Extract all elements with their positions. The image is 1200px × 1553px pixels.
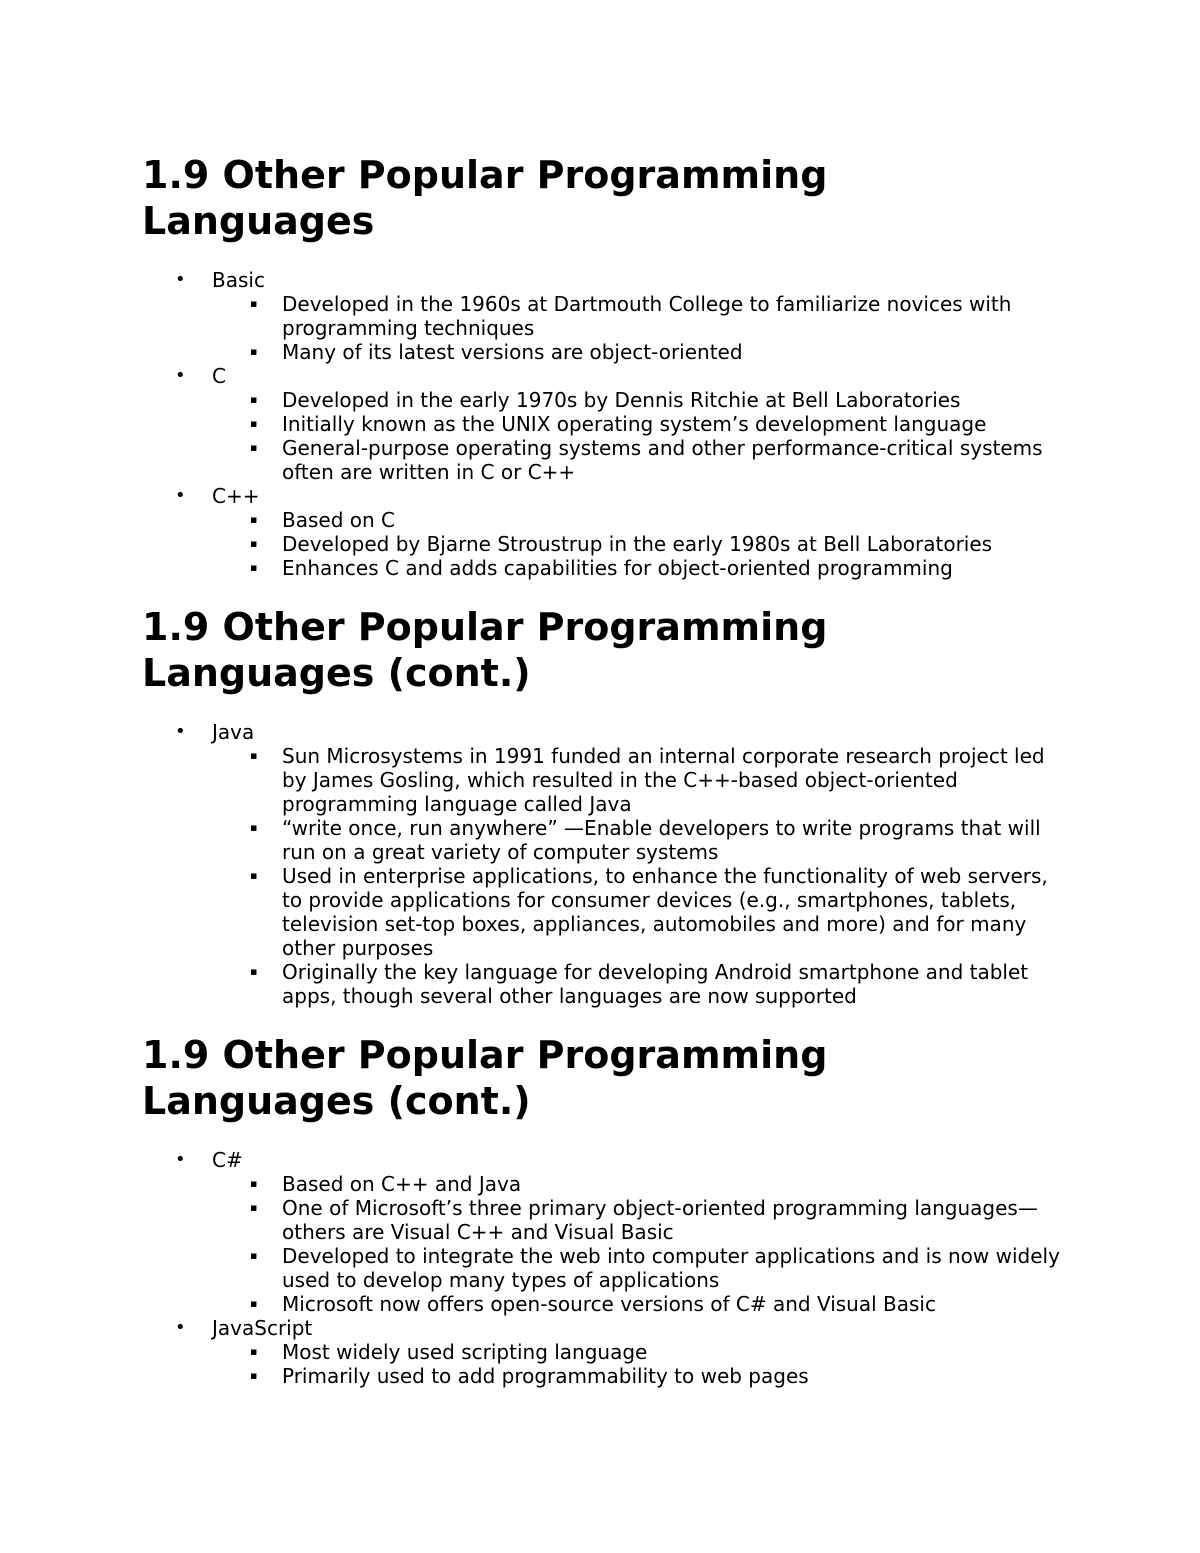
bullet-icon: • bbox=[175, 269, 186, 290]
bullet-icon: • bbox=[175, 365, 186, 386]
detail-item bbox=[212, 340, 1072, 364]
detail-item bbox=[212, 960, 1072, 1008]
detail-text: “write once, run anywhere” —Enable developers to write programs that will run on a great variety of computer systems bbox=[282, 816, 1041, 864]
square-bullet-icon: ▪ bbox=[250, 1345, 258, 1358]
bullet-icon: • bbox=[175, 485, 186, 506]
list-item-cpp bbox=[142, 484, 1072, 580]
square-bullet-icon: ▪ bbox=[250, 1177, 258, 1190]
detail-item bbox=[212, 388, 1072, 412]
square-bullet-icon: ▪ bbox=[250, 1249, 258, 1262]
detail-text: Developed in the 1960s at Dartmouth College to familiarize novices with programming techniques bbox=[282, 292, 1012, 340]
section-basic-c-cpp bbox=[142, 152, 1072, 580]
square-bullet-icon: ▪ bbox=[250, 749, 258, 762]
square-bullet-icon: ▪ bbox=[250, 513, 258, 526]
detail-item bbox=[212, 864, 1072, 960]
square-bullet-icon: ▪ bbox=[250, 869, 258, 882]
square-bullet-icon: ▪ bbox=[250, 393, 258, 406]
detail-text: Developed by Bjarne Stroustrup in the early 1980s at Bell Laboratories bbox=[282, 532, 993, 556]
section-java bbox=[142, 604, 1072, 1008]
square-bullet-icon: ▪ bbox=[250, 441, 258, 454]
detail-item bbox=[212, 744, 1072, 816]
square-bullet-icon: ▪ bbox=[250, 821, 258, 834]
language-label: C# bbox=[212, 1148, 243, 1172]
detail-item bbox=[212, 1244, 1072, 1292]
language-label: Java bbox=[212, 720, 255, 744]
detail-text: Used in enterprise applications, to enhance the functionality of web servers, to provide applications for consumer devices (e.g., smartphones, tablets, television set-top boxes, appliances, automobiles and more) and for many other purposes bbox=[282, 864, 1048, 960]
square-bullet-icon: ▪ bbox=[250, 345, 258, 358]
detail-list bbox=[212, 1340, 1072, 1388]
square-bullet-icon: ▪ bbox=[250, 561, 258, 574]
language-list bbox=[142, 268, 1072, 580]
detail-item bbox=[212, 816, 1072, 864]
document-page bbox=[142, 152, 1072, 1388]
detail-text: Primarily used to add programmability to web pages bbox=[282, 1364, 809, 1388]
detail-item bbox=[212, 532, 1072, 556]
section-csharp-javascript bbox=[142, 1032, 1072, 1388]
detail-text: Sun Microsystems in 1991 funded an internal corporate research project led by James Gosling, which resulted in the C++-based object-oriented programming language called Java bbox=[282, 744, 1045, 816]
list-item-java bbox=[142, 720, 1072, 1008]
language-label: JavaScript bbox=[212, 1316, 313, 1340]
detail-item bbox=[212, 1292, 1072, 1316]
bullet-icon: • bbox=[175, 1317, 186, 1338]
detail-item bbox=[212, 436, 1072, 484]
detail-text: Many of its latest versions are object-oriented bbox=[282, 340, 743, 364]
detail-text: Based on C bbox=[282, 508, 395, 532]
language-list bbox=[142, 720, 1072, 1008]
detail-item bbox=[212, 292, 1072, 340]
bullet-icon: • bbox=[175, 1149, 186, 1170]
detail-item bbox=[212, 556, 1072, 580]
detail-list bbox=[212, 292, 1072, 364]
detail-text: Originally the key language for developing Android smartphone and tablet apps, though several other languages are now supported bbox=[282, 960, 1029, 1008]
detail-text: Most widely used scripting language bbox=[282, 1340, 648, 1364]
language-label: C++ bbox=[212, 484, 260, 508]
list-item-javascript bbox=[142, 1316, 1072, 1388]
detail-item bbox=[212, 508, 1072, 532]
detail-item bbox=[212, 1172, 1072, 1196]
bullet-icon: • bbox=[175, 721, 186, 742]
section-heading: 1.9 Other Popular Programming Languages (cont.) bbox=[142, 1033, 828, 1123]
section-heading: 1.9 Other Popular Programming Languages bbox=[142, 153, 828, 243]
detail-text: General-purpose operating systems and other performance-critical systems often are written in C or C++ bbox=[282, 436, 1043, 484]
detail-text: Enhances C and adds capabilities for object-oriented programming bbox=[282, 556, 953, 580]
detail-text: Microsoft now offers open-source versions of C# and Visual Basic bbox=[282, 1292, 936, 1316]
detail-text: Developed in the early 1970s by Dennis Ritchie at Bell Laboratories bbox=[282, 388, 961, 412]
square-bullet-icon: ▪ bbox=[250, 417, 258, 430]
detail-list bbox=[212, 388, 1072, 484]
square-bullet-icon: ▪ bbox=[250, 297, 258, 310]
detail-list bbox=[212, 744, 1072, 1008]
detail-item bbox=[212, 1340, 1072, 1364]
square-bullet-icon: ▪ bbox=[250, 537, 258, 550]
square-bullet-icon: ▪ bbox=[250, 965, 258, 978]
square-bullet-icon: ▪ bbox=[250, 1201, 258, 1214]
list-item-csharp bbox=[142, 1148, 1072, 1316]
list-item-basic bbox=[142, 268, 1072, 364]
language-label: Basic bbox=[212, 268, 265, 292]
detail-text: Initially known as the UNIX operating system’s development language bbox=[282, 412, 987, 436]
detail-list bbox=[212, 1172, 1072, 1316]
section-heading: 1.9 Other Popular Programming Languages (cont.) bbox=[142, 605, 828, 695]
detail-item bbox=[212, 1364, 1072, 1388]
language-label: C bbox=[212, 364, 226, 388]
detail-item bbox=[212, 1196, 1072, 1244]
language-list bbox=[142, 1148, 1072, 1388]
detail-text: Based on C++ and Java bbox=[282, 1172, 522, 1196]
square-bullet-icon: ▪ bbox=[250, 1297, 258, 1310]
detail-item bbox=[212, 412, 1072, 436]
square-bullet-icon: ▪ bbox=[250, 1369, 258, 1382]
detail-text: Developed to integrate the web into computer applications and is now widely used to develop many types of applications bbox=[282, 1244, 1060, 1292]
detail-text: One of Microsoft’s three primary object-oriented programming languages—others are Visual C++ and Visual Basic bbox=[282, 1196, 1038, 1244]
detail-list bbox=[212, 508, 1072, 580]
list-item-c bbox=[142, 364, 1072, 484]
